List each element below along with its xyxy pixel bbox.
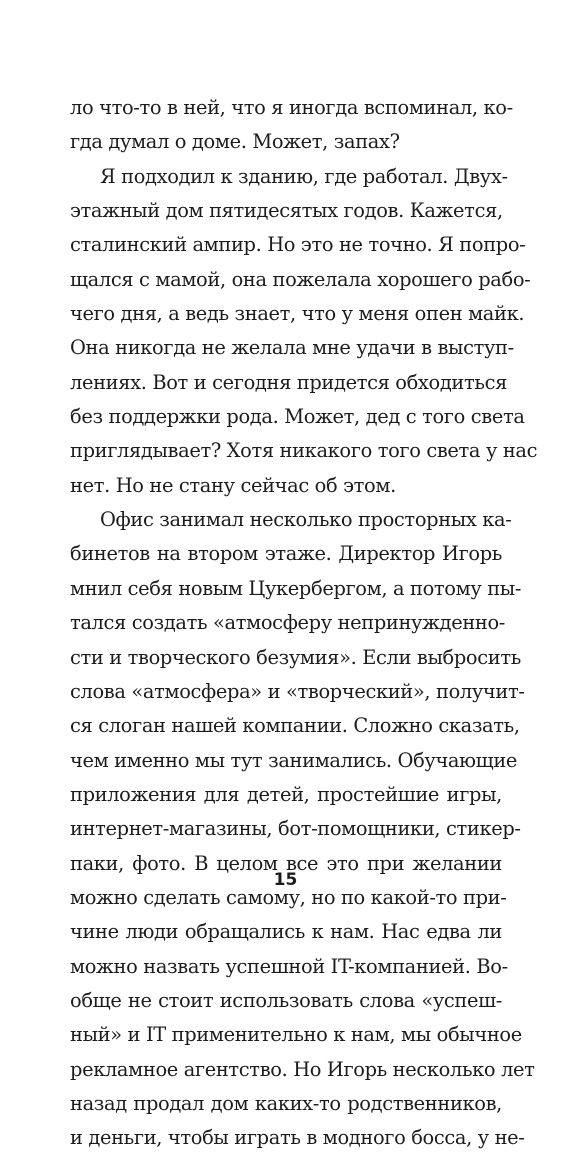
- text-line: можно сделать самому, но по какой-то при-: [70, 885, 507, 909]
- text-line: чего дня, а ведь знает, что у меня опен майк.: [70, 302, 525, 326]
- text-line: ный» и IT применительно к нам, мы обычное: [70, 1023, 522, 1047]
- text-line: паки, фото. В целом все это при желании: [70, 851, 502, 875]
- text-line: сти и творческого безумия». Если выбросить: [70, 645, 521, 669]
- text-line: этажный дом пятидесятых годов. Кажется,: [70, 199, 503, 223]
- text-line: ся слоган нашей компании. Сложно сказать,: [70, 714, 520, 738]
- text-line: лениях. Вот и сегодня придется обходиться: [70, 370, 507, 394]
- text-line: сталинский ампир. Но это не точно. Я попро-: [70, 233, 526, 257]
- text-line: бинетов на втором этаже. Директор Игорь: [70, 542, 502, 566]
- text-line: слова «атмосфера» и «творческий», получит-: [70, 679, 525, 703]
- text-line: тался создать «атмосферу непринужденно-: [70, 611, 505, 635]
- text-line: Она никогда не желала мне удачи в выступ-: [70, 336, 514, 360]
- text-line: назад продал дом каких-то родственников,: [70, 1091, 502, 1115]
- text-line: Я подходил к зданию, где работал. Двух-: [100, 164, 508, 188]
- text-line: приложения для детей, простейшие игры,: [70, 782, 502, 806]
- text-line: интернет-магазины, бот-помощники, стикер-: [70, 817, 521, 841]
- body-text: [70, 91, 538, 1156]
- text-line: и деньги, чтобы играть в модного босса, у не-: [70, 1126, 525, 1150]
- text-line: чине люди обращались к нам. Нас едва ли: [70, 920, 502, 944]
- text-line: ло что-то в ней, что я иногда вспоминал, ко-: [70, 96, 513, 119]
- text-line: без поддержки рода. Может, дед с того света: [70, 405, 525, 429]
- text-line: приглядывает? Хотя никакого того света у нас: [70, 439, 538, 463]
- text-line: чем именно мы тут занимались. Обучающие: [70, 748, 518, 772]
- text-line: можно назвать успешной IT-компанией. Во-: [70, 954, 508, 978]
- text-line: обще не стоит использовать слова «успеш-: [70, 988, 502, 1012]
- text-line: Офис занимал несколько просторных ка-: [100, 508, 512, 532]
- text-line: щался с мамой, она пожелала хорошего рабо-: [70, 267, 531, 291]
- text-line: рекламное агентство. Но Игорь несколько лет: [70, 1057, 535, 1081]
- text-line: мнил себя новым Цукербергом, а потому пы-: [70, 576, 522, 600]
- text-line: гда думал о доме. Может, запах?: [70, 130, 400, 154]
- text-line: нет. Но не стану сейчас об этом.: [70, 473, 396, 497]
- page-number: 15: [273, 870, 298, 890]
